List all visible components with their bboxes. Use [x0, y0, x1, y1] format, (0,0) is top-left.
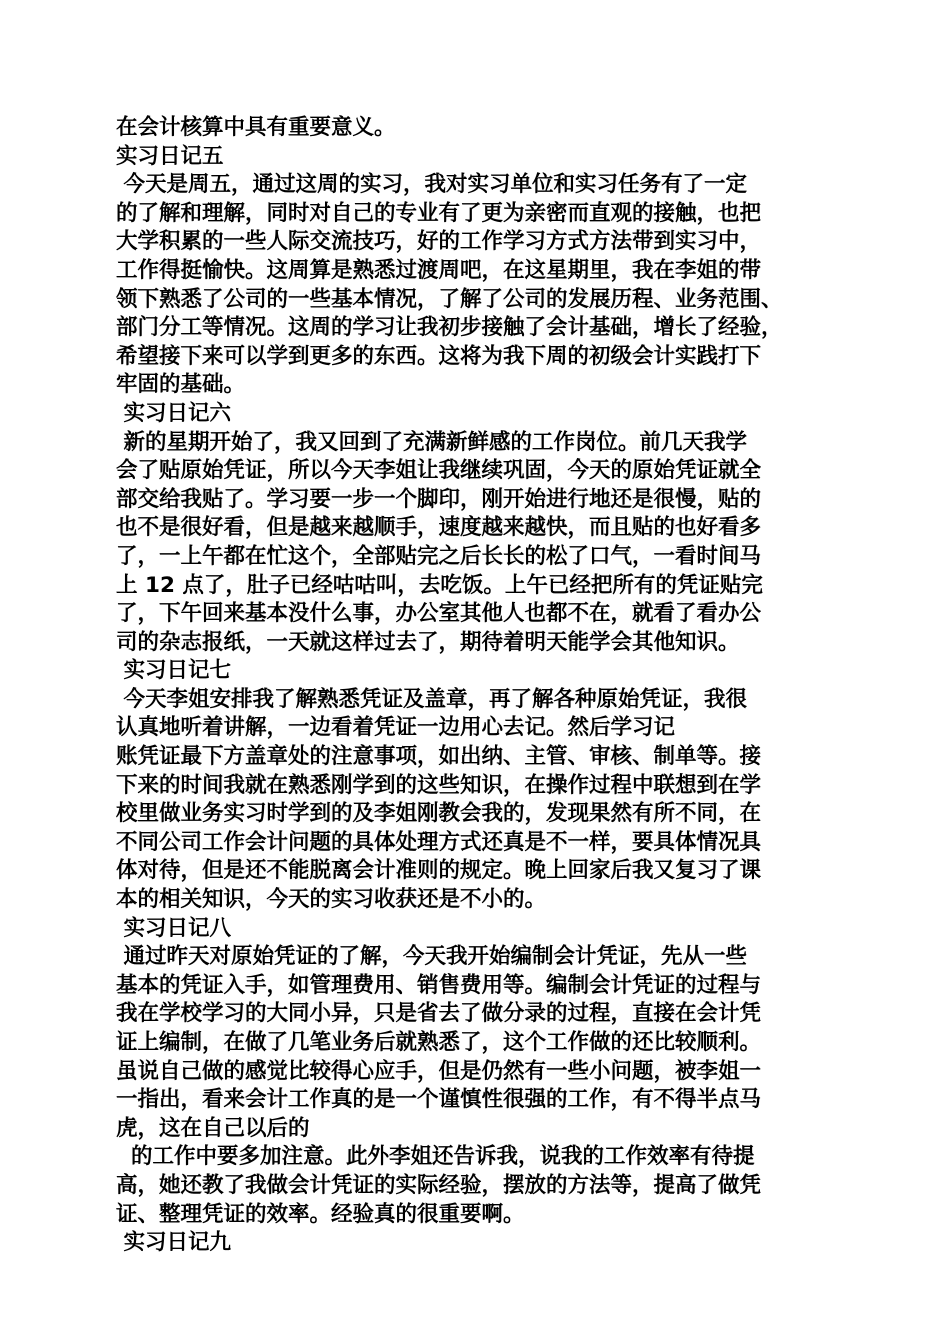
paragraph-line: 的了解和理解，同时对自己的专业有了更为亲密而直观的接触，也把 — [116, 200, 762, 226]
section-heading: 实习日记七 — [116, 658, 231, 684]
section-heading: 实习日记五 — [116, 143, 224, 169]
section-heading: 实习日记八 — [116, 915, 231, 941]
document-body — [116, 114, 840, 1258]
paragraph-line: 部交给我贴了。学习要一步一个脚印，刚开始进行地还是很慢，贴的 — [116, 486, 762, 512]
paragraph-line: 领下熟悉了公司的一些基本情况，了解了公司的发展历程、业务范围、 — [116, 286, 783, 312]
paragraph-line: 虽说自己做的感觉比较得心应手，但是仍然有一些小问题，被李姐一 — [116, 1058, 762, 1084]
paragraph-line: 牢固的基础。 — [116, 372, 246, 398]
paragraph-line: 了，一上午都在忙这个，全部贴完之后长长的松了口气，一看时间马 — [116, 543, 762, 569]
paragraph-line: 不同公司工作会计问题的具体处理方式还真是不一样，要具体情况具 — [116, 829, 762, 855]
paragraph-line: 通过昨天对原始凭证的了解，今天我开始编制会计凭证，先从一些 — [116, 944, 747, 970]
paragraph-line: 证上编制，在做了几笔业务后就熟悉了，这个工作做的还比较顺利。 — [116, 1030, 762, 1055]
paragraph-line: 了，下午回来基本没什么事，办公室其他人也都不在，就看了看办公 — [116, 601, 762, 627]
paragraph-line: 大学积累的一些人际交流技巧，好的工作学习方式方法带到实习中， — [116, 229, 762, 255]
paragraph-line: 新的星期开始了，我又回到了充满新鲜感的工作岗位。前几天我学 — [116, 429, 747, 455]
paragraph-line: 账凭证最下方盖章处的注意事项，如出纳、主管、审核、制单等。接 — [116, 744, 762, 770]
paragraph-line: 希望接下来可以学到更多的东西。这将为我下周的初级会计实践打下 — [116, 343, 762, 369]
paragraph-line: 认真地听着讲解，一边看着凭证一边用心去记。然后学习记 — [116, 715, 676, 741]
paragraph-line: 司的杂志报纸，一天就这样过去了，期待着明天能学会其他知识。 — [116, 629, 740, 655]
paragraph-line: 部门分工等情况。这周的学习让我初步接触了会计基础，增长了经验， — [116, 315, 783, 341]
paragraph-line: 高，她还教了我做会计凭证的实际经验，摆放的方法等，提高了做凭 — [116, 1172, 762, 1198]
paragraph-line: 基本的凭证入手，如管理费用、销售费用等。编制会计凭证的过程与 — [116, 972, 762, 998]
paragraph-line: 在会计核算中具有重要意义。 — [116, 115, 396, 140]
paragraph-line: 会了贴原始凭证，所以今天李姐让我继续巩固，今天的原始凭证就全 — [116, 458, 762, 484]
paragraph-line: 虎，这在自己以后的 — [116, 1115, 310, 1141]
paragraph-line: 本的相关知识，今天的实习收获还是不小的。 — [116, 887, 547, 913]
paragraph-line: 也不是很好看，但是越来越顺手，速度越来越快，而且贴的也好看多 — [116, 515, 762, 541]
paragraph-line: 上 12 点了，肚子已经咕咕叫，去吃饭。上午已经把所有的凭证贴完 — [116, 572, 763, 598]
paragraph-line: 的工作中要多加注意。此外李姐还告诉我，说我的工作效率有待提 — [116, 1144, 755, 1170]
paragraph-line: 下来的时间我就在熟悉刚学到的这些知识，在操作过程中联想到在学 — [116, 772, 762, 798]
paragraph-line: 体对待，但是还不能脱离会计准则的规定。晚上回家后我又复习了课 — [116, 858, 762, 884]
section-heading: 实习日记九 — [116, 1230, 231, 1256]
paragraph-line: 工作得挺愉快。这周算是熟悉过渡周吧，在这星期里，我在李姐的带 — [116, 257, 762, 283]
paragraph-line: 今天是周五，通过这周的实习，我对实习单位和实习任务有了一定 — [116, 172, 747, 198]
paragraph-line: 证、整理凭证的效率。经验真的很重要啊。 — [116, 1201, 525, 1227]
paragraph-line: 一指出，看来会计工作真的是一个谨慎性很强的工作，有不得半点马 — [116, 1087, 762, 1113]
section-heading: 实习日记六 — [116, 400, 231, 426]
paragraph-line: 我在学校学习的大同小异，只是省去了做分录的过程，直接在会计凭 — [116, 1001, 762, 1027]
paragraph-line: 校里做业务实习时学到的及李姐刚教会我的，发现果然有所不同，在 — [116, 801, 762, 827]
paragraph-line: 今天李姐安排我了解熟悉凭证及盖章，再了解各种原始凭证，我很 — [116, 686, 747, 712]
